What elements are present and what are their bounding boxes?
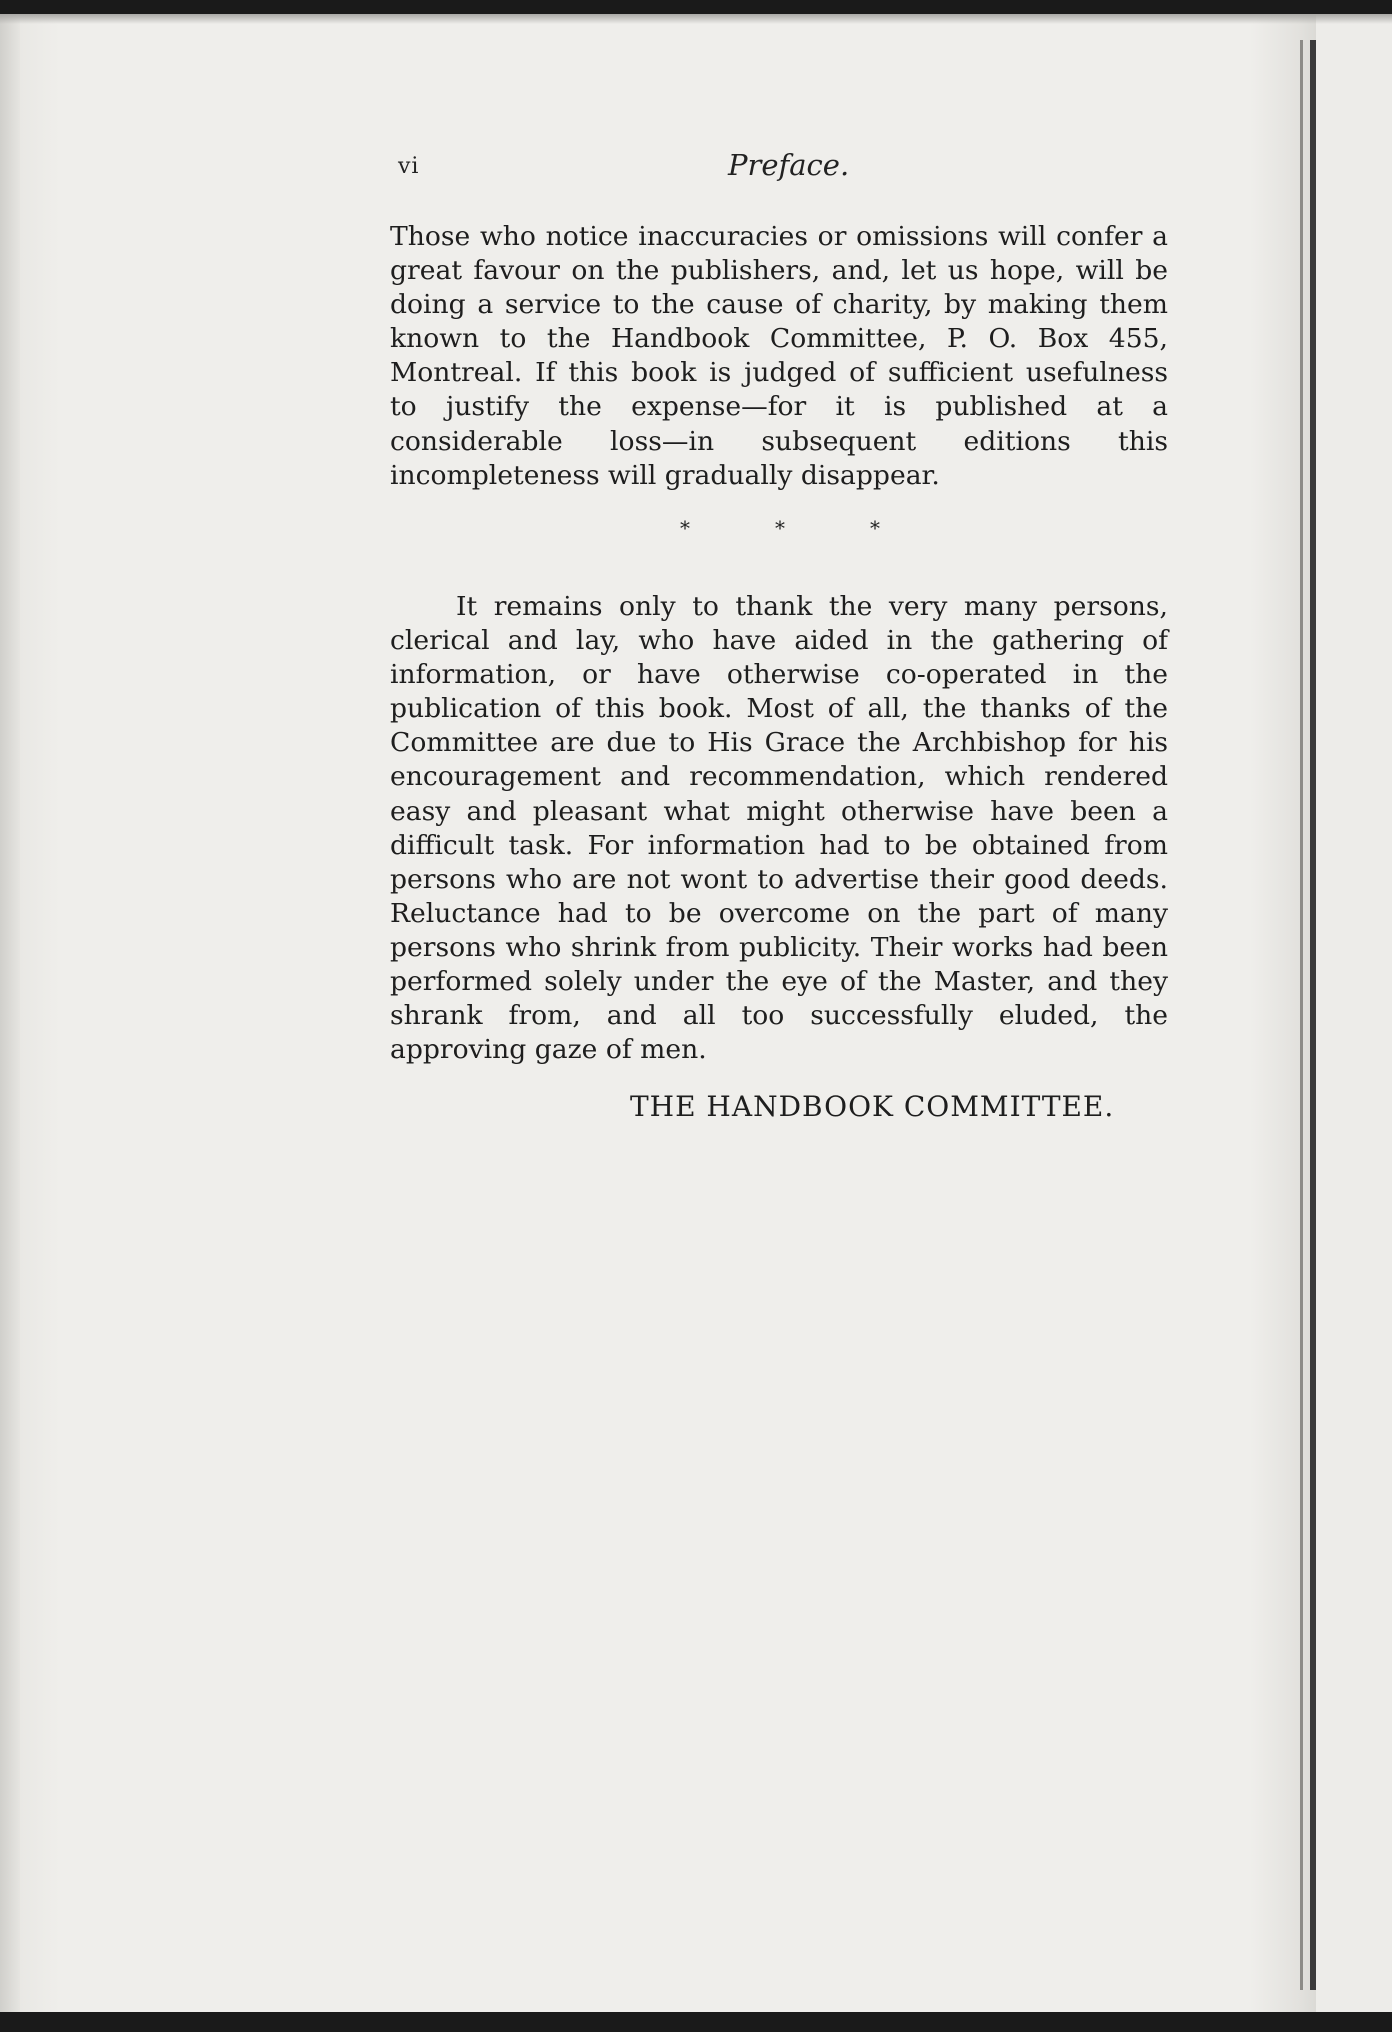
separator-star-2: * (775, 516, 785, 540)
paragraph-1: Those who notice inaccuracies or omissions will confer a great favour on the publishers, and, let us hope, will be doing a service to the cause of charity, by making them known to the Handbook Committee, P. O. Box 455, Montreal. If this book is judged of sufficient usefulness to justify the expense—for it is published at a considerable loss—in subsequent editions this incompleteness will gradually disappear. (390, 221, 1168, 491)
page-number: vi (398, 154, 420, 179)
separator-star-3: * (870, 516, 880, 540)
running-title: Preface. (728, 148, 850, 182)
page-header (398, 148, 1174, 188)
scan-top-edge (0, 0, 1392, 14)
scan-top-shadow (0, 14, 1392, 24)
scan-gutter-line (1300, 40, 1303, 1990)
signature: THE HANDBOOK COMMITTEE. (630, 1090, 1115, 1123)
separator-star-1: * (680, 516, 690, 540)
paragraph-2: It remains only to thank the very many persons, clerical and lay, who have aided in the gathering of information, or have otherwise co-operated in the publication of this book. Most of all, the thanks of the Committee are due to His Grace the Archbishop for his encouragement and recommendation, which rendered easy and pleasant what might otherwise have been a difficult task. For information had to be obtained from persons who are not wont to advertise their good deeds. Reluctance had to be overcome on the part of many persons who shrink from publicity. Their works had been performed solely under the eye of the Master, and they shrank from, and all too successfully eluded, the approving gaze of men. (390, 591, 1168, 1066)
section-separator (680, 516, 880, 546)
scan-left-edge (0, 0, 20, 2032)
scan-bottom-edge (0, 2012, 1392, 2032)
next-page-strip (1316, 0, 1392, 2032)
scan-right-edge (1310, 40, 1316, 1990)
